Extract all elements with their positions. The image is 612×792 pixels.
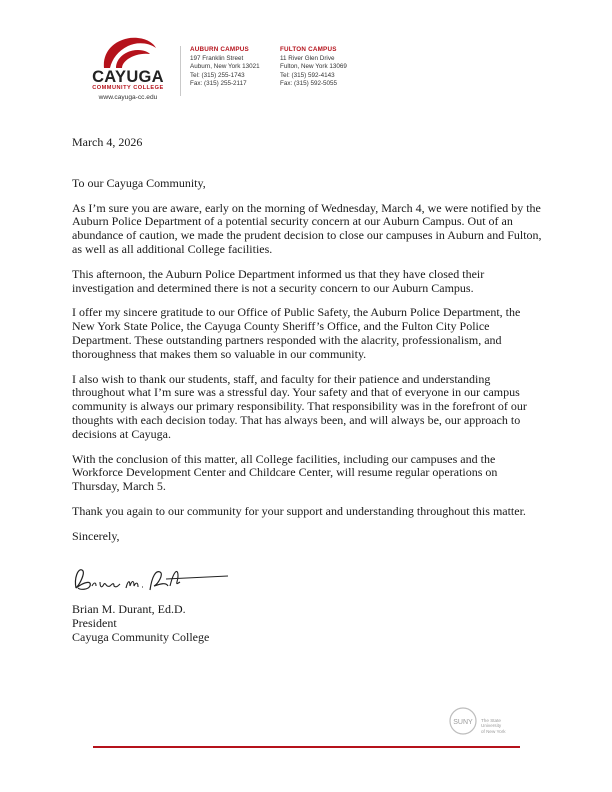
paragraph: This afternoon, the Auburn Police Department informed us that they have closed their investigation and determined there is not a security concern to our Auburn Campus. — [72, 266, 485, 295]
footer-rule — [93, 746, 520, 748]
suny-tagline — [481, 718, 518, 734]
handwritten-signature — [70, 562, 230, 598]
signer-name: Brian M. Durant, Ed.D. — [72, 602, 186, 616]
signer-title: President — [72, 616, 117, 630]
closing: Sincerely, — [72, 528, 120, 543]
logo-subtitle: COMMUNITY COLLEGE — [92, 85, 164, 91]
letterhead — [88, 34, 558, 106]
signer-organization: Cayuga Community College — [72, 630, 210, 644]
letter-body — [72, 136, 542, 544]
paragraph: I offer my sincere gratitude to our Office of Public Safety, the Auburn Police Department, the New York State Police, the Cayuga County Sheriff’s Office, and the Fulton City Police Department. These outstanding partners responded with the alacrity, professionalism, and thoroughness that makes them so valuable in our community. — [72, 305, 521, 361]
svg-text:SUNY: SUNY — [453, 719, 473, 726]
signature-block — [72, 602, 209, 644]
cayuga-swoosh-icon — [98, 34, 158, 70]
cayuga-logo — [88, 34, 168, 106]
suny-seal-icon — [448, 706, 478, 736]
suny-tagline-line-2: of New York — [481, 728, 506, 734]
auburn-city: Auburn, New York 13021 — [190, 63, 260, 71]
fulton-campus-address — [280, 46, 347, 89]
auburn-campus-title: AUBURN CAMPUS — [190, 46, 249, 53]
fulton-fax: Fax: (315) 592-5055 — [280, 80, 338, 88]
letterhead-divider — [180, 46, 181, 96]
salutation: To our Cayuga Community, — [72, 175, 206, 190]
auburn-street: 197 Franklin Street — [190, 54, 244, 62]
paragraph: Thank you again to our community for your support and understanding throughout this matter. — [72, 503, 526, 518]
fulton-city: Fulton, New York 13069 — [280, 63, 347, 71]
fulton-street: 11 River Glen Drive — [280, 54, 335, 62]
auburn-tel: Tel: (315) 255-1743 — [190, 71, 245, 79]
website-text: www.cayuga-cc.edu — [98, 94, 158, 101]
auburn-fax: Fax: (315) 255-2117 — [190, 80, 247, 88]
letter-date: March 4, 2026 — [72, 135, 143, 149]
suny-logo — [448, 706, 518, 736]
paragraph: I also wish to thank our students, staff, and faculty for their patience and understanding throughout what I’m sure was a stressful day. Your safety and that of everyone in our campus community is always our primary responsibility. That responsibility was in the forefront of our thoughts with each decision today. That has always been, and will always be, our approach to decisions at Cayuga. — [72, 371, 527, 441]
logo-wordmark: CAYUGA — [92, 68, 164, 86]
paragraph: As I’m sure you are aware, early on the morning of Wednesday, March 4, we were notified by the Auburn Police Department of a potential security concern at our Auburn Campus. Out of an abundance of caution, we made the prudent decision to close our campuses in Auburn and Fulton, as well as all additional College facilities. — [72, 200, 542, 256]
fulton-campus-title: FULTON CAMPUS — [280, 46, 337, 53]
auburn-campus-address — [190, 46, 260, 89]
fulton-tel: Tel: (315) 592-4143 — [280, 71, 335, 79]
paragraph: With the conclusion of this matter, all College facilities, including our campuses and the Workforce Development Center and Childcare Center, will resume regular operations on Thursday, March 5. — [72, 451, 498, 494]
suny-tagline-line-1: The State University — [481, 718, 502, 729]
